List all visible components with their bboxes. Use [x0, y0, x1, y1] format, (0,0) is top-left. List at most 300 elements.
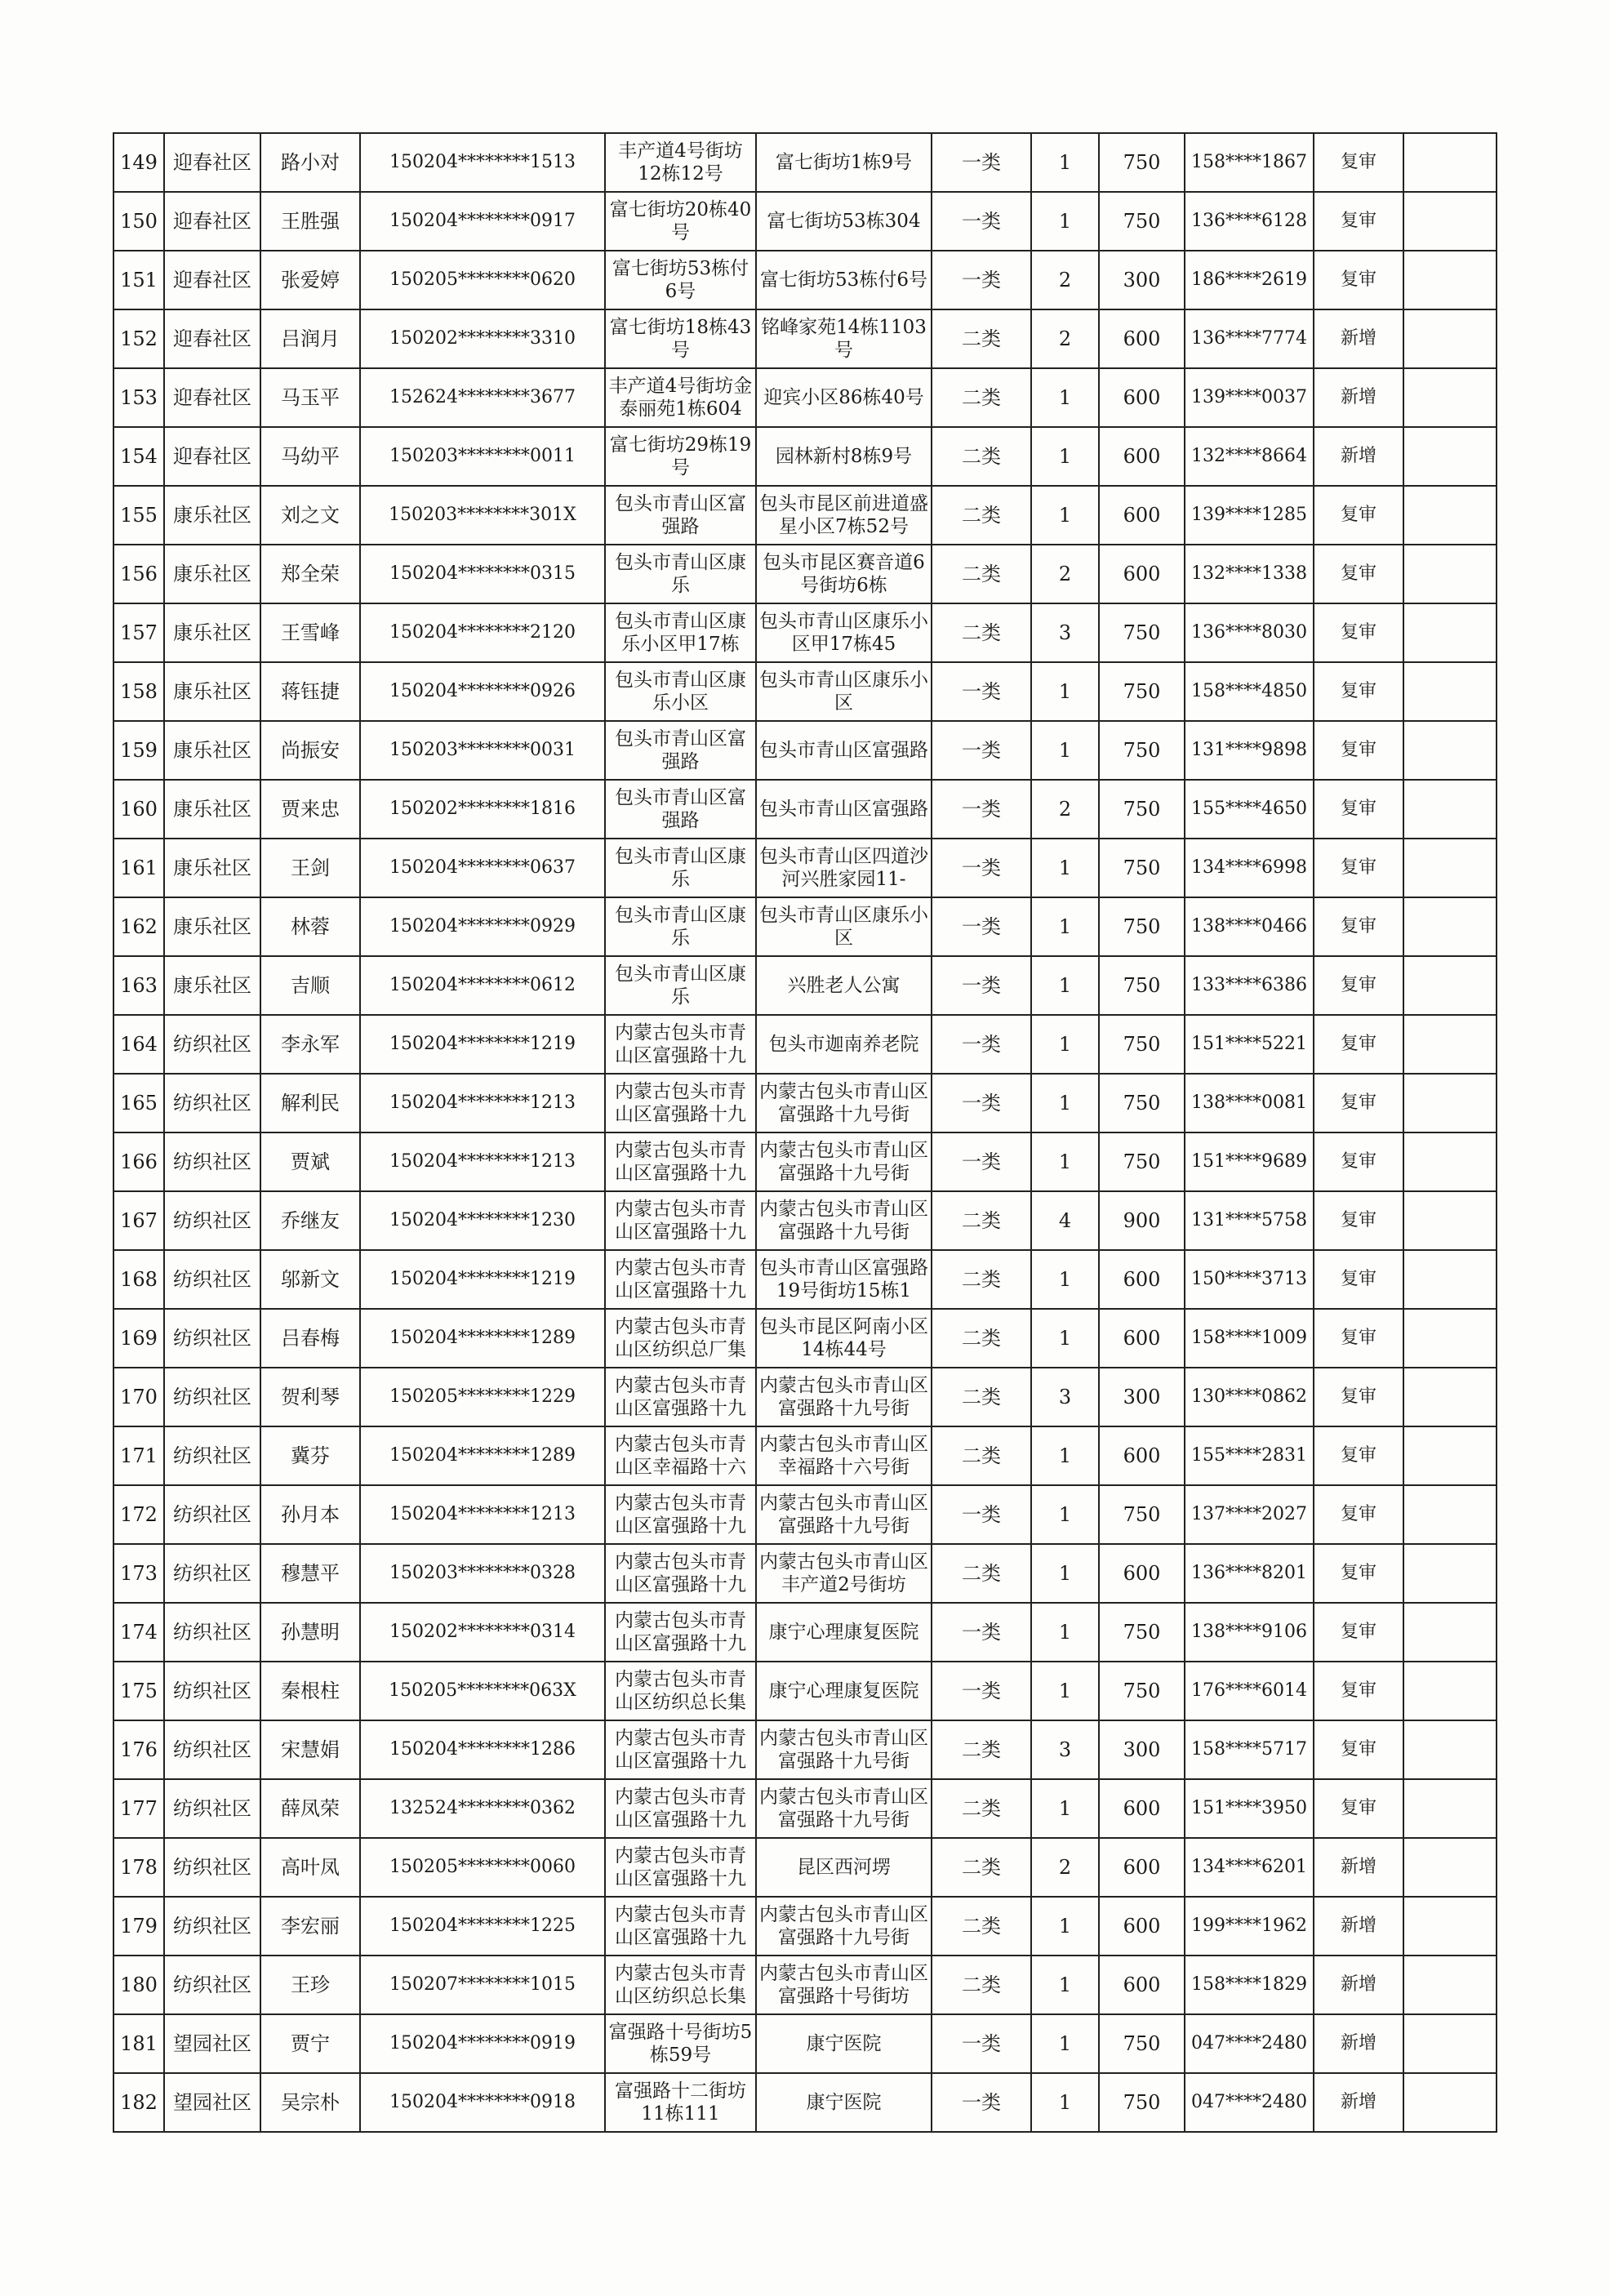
residence-address-cell: 包头市青山区四道沙河兴胜家园11-: [756, 839, 932, 897]
persons-cell: 1: [1031, 1250, 1099, 1309]
residence-address-cell: 包头市青山区康乐小区甲17栋45: [756, 603, 932, 662]
community-cell: 纺织社区: [164, 1897, 260, 1956]
id-number-cell: 150204********1286: [360, 1720, 605, 1779]
amount-cell: 600: [1099, 1897, 1185, 1956]
phone-cell: 151****9689: [1185, 1132, 1314, 1191]
amount-cell: 750: [1099, 2014, 1185, 2073]
community-cell: 纺织社区: [164, 1720, 260, 1779]
persons-cell: 1: [1031, 2014, 1099, 2073]
community-cell: 迎春社区: [164, 368, 260, 427]
community-cell: 望园社区: [164, 2014, 260, 2073]
blank-cell: [1403, 1779, 1497, 1838]
name-cell: 贾来忠: [260, 780, 360, 839]
residence-address-cell: 内蒙古包头市青山区富强路十九号街: [756, 1368, 932, 1426]
id-number-cell: 150204********0918: [360, 2073, 605, 2132]
phone-cell: 137****2027: [1185, 1485, 1314, 1544]
row-number-cell: 150: [113, 192, 164, 251]
residence-address-cell: 包头市迦南养老院: [756, 1015, 932, 1074]
persons-cell: 4: [1031, 1191, 1099, 1250]
status-cell: 复审: [1314, 721, 1403, 780]
table-row: [113, 1956, 1497, 2014]
name-cell: 李宏丽: [260, 1897, 360, 1956]
name-cell: 马玉平: [260, 368, 360, 427]
community-cell: 纺织社区: [164, 1779, 260, 1838]
row-number-cell: 172: [113, 1485, 164, 1544]
status-cell: 复审: [1314, 780, 1403, 839]
status-cell: 复审: [1314, 839, 1403, 897]
community-cell: 纺织社区: [164, 1838, 260, 1897]
id-number-cell: 150204********1219: [360, 1250, 605, 1309]
category-cell: 二类: [932, 1956, 1031, 2014]
status-cell: 复审: [1314, 1074, 1403, 1132]
amount-cell: 600: [1099, 1250, 1185, 1309]
residence-address-cell: 铭峰家苑14栋1103号: [756, 309, 932, 368]
table-row: [113, 1720, 1497, 1779]
status-cell: 复审: [1314, 486, 1403, 545]
id-number-cell: 150203********0031: [360, 721, 605, 780]
persons-cell: 3: [1031, 1368, 1099, 1426]
persons-cell: 2: [1031, 780, 1099, 839]
community-cell: 纺织社区: [164, 1368, 260, 1426]
category-cell: 二类: [932, 1544, 1031, 1603]
name-cell: 马幼平: [260, 427, 360, 486]
status-cell: 新增: [1314, 1897, 1403, 1956]
persons-cell: 1: [1031, 956, 1099, 1015]
household-address-cell: 内蒙古包头市青山区纺织总厂集: [605, 1309, 756, 1368]
community-cell: 纺织社区: [164, 1426, 260, 1485]
household-address-cell: 富七街坊53栋付6号: [605, 251, 756, 309]
name-cell: 贺利琴: [260, 1368, 360, 1426]
name-cell: 王珍: [260, 1956, 360, 2014]
persons-cell: 2: [1031, 545, 1099, 603]
row-number-cell: 163: [113, 956, 164, 1015]
id-number-cell: 150204********0612: [360, 956, 605, 1015]
persons-cell: 1: [1031, 427, 1099, 486]
name-cell: 高叶凤: [260, 1838, 360, 1897]
status-cell: 复审: [1314, 662, 1403, 721]
status-cell: 复审: [1314, 603, 1403, 662]
blank-cell: [1403, 956, 1497, 1015]
status-cell: 复审: [1314, 1720, 1403, 1779]
id-number-cell: 150204********1225: [360, 1897, 605, 1956]
status-cell: 复审: [1314, 1132, 1403, 1191]
phone-cell: 158****5717: [1185, 1720, 1314, 1779]
name-cell: 秦根柱: [260, 1662, 360, 1720]
persons-cell: 1: [1031, 721, 1099, 780]
amount-cell: 750: [1099, 780, 1185, 839]
row-number-cell: 158: [113, 662, 164, 721]
name-cell: 王雪峰: [260, 603, 360, 662]
household-address-cell: 包头市青山区康乐: [605, 897, 756, 956]
table-row: [113, 1485, 1497, 1544]
blank-cell: [1403, 1426, 1497, 1485]
category-cell: 一类: [932, 839, 1031, 897]
persons-cell: 1: [1031, 486, 1099, 545]
id-number-cell: 150203********0011: [360, 427, 605, 486]
blank-cell: [1403, 897, 1497, 956]
status-cell: 新增: [1314, 368, 1403, 427]
category-cell: 二类: [932, 1779, 1031, 1838]
phone-cell: 136****8030: [1185, 603, 1314, 662]
residence-address-cell: 内蒙古包头市青山区幸福路十六号街: [756, 1426, 932, 1485]
name-cell: 吕春梅: [260, 1309, 360, 1368]
blank-cell: [1403, 662, 1497, 721]
amount-cell: 600: [1099, 1838, 1185, 1897]
name-cell: 吉顺: [260, 956, 360, 1015]
category-cell: 一类: [932, 1074, 1031, 1132]
blank-cell: [1403, 133, 1497, 192]
phone-cell: 136****8201: [1185, 1544, 1314, 1603]
category-cell: 一类: [932, 897, 1031, 956]
community-cell: 迎春社区: [164, 251, 260, 309]
persons-cell: 1: [1031, 662, 1099, 721]
phone-cell: 132****1338: [1185, 545, 1314, 603]
residence-address-cell: 包头市昆区阿南小区14栋44号: [756, 1309, 932, 1368]
status-cell: 新增: [1314, 427, 1403, 486]
name-cell: 冀芬: [260, 1426, 360, 1485]
residence-address-cell: 内蒙古包头市青山区富强路十九号街: [756, 1897, 932, 1956]
household-address-cell: 内蒙古包头市青山区富强路十九: [605, 1838, 756, 1897]
status-cell: 新增: [1314, 309, 1403, 368]
blank-cell: [1403, 1720, 1497, 1779]
phone-cell: 150****3713: [1185, 1250, 1314, 1309]
residence-address-cell: 包头市青山区康乐小区: [756, 662, 932, 721]
household-address-cell: 丰产道4号街坊金泰丽苑1栋604: [605, 368, 756, 427]
amount-cell: 600: [1099, 486, 1185, 545]
category-cell: 二类: [932, 427, 1031, 486]
household-address-cell: 富七街坊20栋40号: [605, 192, 756, 251]
status-cell: 新增: [1314, 1838, 1403, 1897]
id-number-cell: 150204********0637: [360, 839, 605, 897]
household-address-cell: 包头市青山区康乐小区甲17栋: [605, 603, 756, 662]
phone-cell: 047****2480: [1185, 2073, 1314, 2132]
id-number-cell: 150202********1816: [360, 780, 605, 839]
table-row: [113, 1250, 1497, 1309]
phone-cell: 139****0037: [1185, 368, 1314, 427]
table-row: [113, 1191, 1497, 1250]
residence-address-cell: 兴胜老人公寓: [756, 956, 932, 1015]
row-number-cell: 155: [113, 486, 164, 545]
row-number-cell: 165: [113, 1074, 164, 1132]
row-number-cell: 167: [113, 1191, 164, 1250]
persons-cell: 1: [1031, 1956, 1099, 2014]
persons-cell: 1: [1031, 192, 1099, 251]
name-cell: 张爱婷: [260, 251, 360, 309]
blank-cell: [1403, 1485, 1497, 1544]
id-number-cell: 150204********1230: [360, 1191, 605, 1250]
community-cell: 康乐社区: [164, 897, 260, 956]
name-cell: 尚振安: [260, 721, 360, 780]
table-row: [113, 1838, 1497, 1897]
community-cell: 纺织社区: [164, 1485, 260, 1544]
category-cell: 二类: [932, 603, 1031, 662]
household-address-cell: 内蒙古包头市青山区幸福路十六: [605, 1426, 756, 1485]
community-cell: 康乐社区: [164, 839, 260, 897]
category-cell: 二类: [932, 368, 1031, 427]
row-number-cell: 176: [113, 1720, 164, 1779]
status-cell: 复审: [1314, 1426, 1403, 1485]
id-number-cell: 150203********301X: [360, 486, 605, 545]
phone-cell: 132****8664: [1185, 427, 1314, 486]
persons-cell: 1: [1031, 2073, 1099, 2132]
persons-cell: 1: [1031, 897, 1099, 956]
blank-cell: [1403, 1897, 1497, 1956]
blank-cell: [1403, 309, 1497, 368]
amount-cell: 600: [1099, 1956, 1185, 2014]
row-number-cell: 180: [113, 1956, 164, 2014]
status-cell: 复审: [1314, 251, 1403, 309]
community-cell: 康乐社区: [164, 545, 260, 603]
table-row: [113, 1368, 1497, 1426]
blank-cell: [1403, 486, 1497, 545]
blank-cell: [1403, 1132, 1497, 1191]
phone-cell: 138****0081: [1185, 1074, 1314, 1132]
id-number-cell: 150204********1289: [360, 1426, 605, 1485]
name-cell: 郑全荣: [260, 545, 360, 603]
persons-cell: 1: [1031, 839, 1099, 897]
row-number-cell: 170: [113, 1368, 164, 1426]
id-number-cell: 150204********1213: [360, 1132, 605, 1191]
residence-address-cell: 昆区西河塄: [756, 1838, 932, 1897]
id-number-cell: 150205********0060: [360, 1838, 605, 1897]
row-number-cell: 177: [113, 1779, 164, 1838]
residence-address-cell: 包头市青山区富强路: [756, 780, 932, 839]
amount-cell: 750: [1099, 1074, 1185, 1132]
amount-cell: 900: [1099, 1191, 1185, 1250]
status-cell: 复审: [1314, 1368, 1403, 1426]
residence-address-cell: 康宁心理康复医院: [756, 1603, 932, 1662]
status-cell: 复审: [1314, 1662, 1403, 1720]
persons-cell: 3: [1031, 1720, 1099, 1779]
table-row: [113, 1603, 1497, 1662]
amount-cell: 750: [1099, 1132, 1185, 1191]
blank-cell: [1403, 1662, 1497, 1720]
row-number-cell: 168: [113, 1250, 164, 1309]
category-cell: 二类: [932, 1191, 1031, 1250]
name-cell: 贾斌: [260, 1132, 360, 1191]
blank-cell: [1403, 1838, 1497, 1897]
residence-address-cell: 内蒙古包头市青山区富强路十号街坊: [756, 1956, 932, 2014]
community-cell: 纺织社区: [164, 1074, 260, 1132]
household-address-cell: 富七街坊29栋19号: [605, 427, 756, 486]
phone-cell: 158****1867: [1185, 133, 1314, 192]
name-cell: 孙月本: [260, 1485, 360, 1544]
amount-cell: 300: [1099, 1368, 1185, 1426]
community-cell: 迎春社区: [164, 427, 260, 486]
row-number-cell: 181: [113, 2014, 164, 2073]
amount-cell: 750: [1099, 1662, 1185, 1720]
persons-cell: 2: [1031, 1838, 1099, 1897]
household-address-cell: 内蒙古包头市青山区纺织总长集: [605, 1662, 756, 1720]
table-row: [113, 839, 1497, 897]
status-cell: 复审: [1314, 956, 1403, 1015]
persons-cell: 1: [1031, 1485, 1099, 1544]
category-cell: 二类: [932, 1368, 1031, 1426]
id-number-cell: 150205********0620: [360, 251, 605, 309]
status-cell: 复审: [1314, 1309, 1403, 1368]
category-cell: 二类: [932, 1250, 1031, 1309]
table-row: [113, 545, 1497, 603]
id-number-cell: 150205********1229: [360, 1368, 605, 1426]
blank-cell: [1403, 839, 1497, 897]
category-cell: 一类: [932, 192, 1031, 251]
name-cell: 孙慧明: [260, 1603, 360, 1662]
persons-cell: 3: [1031, 603, 1099, 662]
persons-cell: 1: [1031, 1662, 1099, 1720]
table-row: [113, 1426, 1497, 1485]
amount-cell: 600: [1099, 545, 1185, 603]
name-cell: 解利民: [260, 1074, 360, 1132]
id-number-cell: 150202********0314: [360, 1603, 605, 1662]
blank-cell: [1403, 1191, 1497, 1250]
table-row: [113, 251, 1497, 309]
name-cell: 薛凤荣: [260, 1779, 360, 1838]
blank-cell: [1403, 1309, 1497, 1368]
blank-cell: [1403, 780, 1497, 839]
household-address-cell: 内蒙古包头市青山区富强路十九: [605, 1132, 756, 1191]
row-number-cell: 154: [113, 427, 164, 486]
name-cell: 刘之文: [260, 486, 360, 545]
phone-cell: 047****2480: [1185, 2014, 1314, 2073]
id-number-cell: 150204********0929: [360, 897, 605, 956]
phone-cell: 158****1829: [1185, 1956, 1314, 2014]
household-address-cell: 内蒙古包头市青山区富强路十九: [605, 1074, 756, 1132]
table-row: [113, 1015, 1497, 1074]
status-cell: 复审: [1314, 1485, 1403, 1544]
id-number-cell: 150204********1289: [360, 1309, 605, 1368]
table-row: [113, 603, 1497, 662]
residence-address-cell: 康宁医院: [756, 2073, 932, 2132]
amount-cell: 750: [1099, 956, 1185, 1015]
blank-cell: [1403, 603, 1497, 662]
status-cell: 新增: [1314, 1956, 1403, 2014]
row-number-cell: 160: [113, 780, 164, 839]
blank-cell: [1403, 1603, 1497, 1662]
category-cell: 一类: [932, 956, 1031, 1015]
phone-cell: 176****6014: [1185, 1662, 1314, 1720]
status-cell: 复审: [1314, 897, 1403, 956]
phone-cell: 134****6201: [1185, 1838, 1314, 1897]
persons-cell: 1: [1031, 1544, 1099, 1603]
phone-cell: 136****6128: [1185, 192, 1314, 251]
id-number-cell: 150204********0315: [360, 545, 605, 603]
phone-cell: 158****4850: [1185, 662, 1314, 721]
phone-cell: 136****7774: [1185, 309, 1314, 368]
name-cell: 乔继友: [260, 1191, 360, 1250]
residence-address-cell: 内蒙古包头市青山区丰产道2号街坊: [756, 1544, 932, 1603]
category-cell: 二类: [932, 1838, 1031, 1897]
residence-address-cell: 富七街坊53栋付6号: [756, 251, 932, 309]
status-cell: 复审: [1314, 192, 1403, 251]
household-address-cell: 内蒙古包头市青山区富强路十九: [605, 1779, 756, 1838]
persons-cell: 1: [1031, 133, 1099, 192]
id-number-cell: 132524********0362: [360, 1779, 605, 1838]
name-cell: 吴宗朴: [260, 2073, 360, 2132]
persons-cell: 1: [1031, 1779, 1099, 1838]
household-address-cell: 包头市青山区康乐: [605, 839, 756, 897]
name-cell: 王胜强: [260, 192, 360, 251]
community-cell: 纺织社区: [164, 1662, 260, 1720]
community-cell: 纺织社区: [164, 1191, 260, 1250]
persons-cell: 2: [1031, 251, 1099, 309]
row-number-cell: 149: [113, 133, 164, 192]
table-row: [113, 1662, 1497, 1720]
status-cell: 复审: [1314, 1603, 1403, 1662]
name-cell: 贾宁: [260, 2014, 360, 2073]
assistance-roster-table: [113, 132, 1497, 2133]
id-number-cell: 150204********2120: [360, 603, 605, 662]
category-cell: 一类: [932, 1662, 1031, 1720]
community-cell: 纺织社区: [164, 1603, 260, 1662]
status-cell: 复审: [1314, 1250, 1403, 1309]
residence-address-cell: 包头市青山区富强路: [756, 721, 932, 780]
table-row: [113, 780, 1497, 839]
id-number-cell: 150202********3310: [360, 309, 605, 368]
residence-address-cell: 富七街坊53栋304: [756, 192, 932, 251]
name-cell: 穆慧平: [260, 1544, 360, 1603]
table-row: [113, 897, 1497, 956]
table-row: [113, 1544, 1497, 1603]
table-row: [113, 1132, 1497, 1191]
amount-cell: 300: [1099, 251, 1185, 309]
phone-cell: 158****1009: [1185, 1309, 1314, 1368]
household-address-cell: 富七街坊18栋43号: [605, 309, 756, 368]
amount-cell: 750: [1099, 721, 1185, 780]
status-cell: 新增: [1314, 2014, 1403, 2073]
household-address-cell: 丰产道4号街坊12栋12号: [605, 133, 756, 192]
phone-cell: 130****0862: [1185, 1368, 1314, 1426]
row-number-cell: 156: [113, 545, 164, 603]
phone-cell: 134****6998: [1185, 839, 1314, 897]
blank-cell: [1403, 368, 1497, 427]
community-cell: 康乐社区: [164, 780, 260, 839]
status-cell: 复审: [1314, 1015, 1403, 1074]
amount-cell: 600: [1099, 309, 1185, 368]
phone-cell: 138****9106: [1185, 1603, 1314, 1662]
row-number-cell: 164: [113, 1015, 164, 1074]
name-cell: 吕润月: [260, 309, 360, 368]
phone-cell: 151****3950: [1185, 1779, 1314, 1838]
amount-cell: 600: [1099, 1426, 1185, 1485]
row-number-cell: 166: [113, 1132, 164, 1191]
household-address-cell: 包头市青山区富强路: [605, 721, 756, 780]
residence-address-cell: 康宁医院: [756, 2014, 932, 2073]
row-number-cell: 175: [113, 1662, 164, 1720]
phone-cell: 155****4650: [1185, 780, 1314, 839]
community-cell: 纺织社区: [164, 1015, 260, 1074]
table-row: [113, 2073, 1497, 2132]
table-row: [113, 956, 1497, 1015]
category-cell: 二类: [932, 1897, 1031, 1956]
category-cell: 一类: [932, 1603, 1031, 1662]
phone-cell: 131****9898: [1185, 721, 1314, 780]
blank-cell: [1403, 1250, 1497, 1309]
name-cell: 王剑: [260, 839, 360, 897]
row-number-cell: 174: [113, 1603, 164, 1662]
blank-cell: [1403, 192, 1497, 251]
community-cell: 纺织社区: [164, 1956, 260, 2014]
name-cell: 宋慧娟: [260, 1720, 360, 1779]
amount-cell: 750: [1099, 662, 1185, 721]
blank-cell: [1403, 1956, 1497, 2014]
table-row: [113, 1779, 1497, 1838]
id-number-cell: 150204********0917: [360, 192, 605, 251]
status-cell: 复审: [1314, 1191, 1403, 1250]
id-number-cell: 150204********0926: [360, 662, 605, 721]
roster-body: [113, 133, 1497, 2132]
amount-cell: 750: [1099, 1485, 1185, 1544]
persons-cell: 1: [1031, 1015, 1099, 1074]
